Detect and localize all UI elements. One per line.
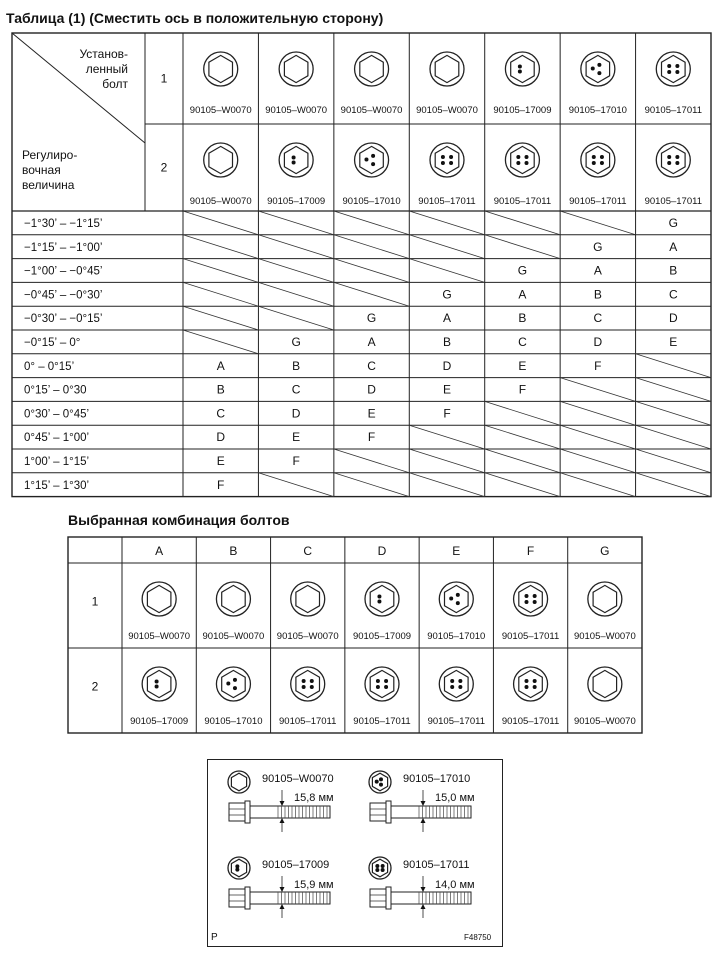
hex-head-icon	[593, 670, 617, 697]
bolt-shank-icon	[391, 892, 471, 904]
part-number: 90105–17009	[267, 196, 326, 207]
legend-id-17009: 90105–17009	[262, 859, 330, 871]
part-number: 90105–W0070	[202, 631, 265, 642]
marking-dot	[310, 685, 314, 689]
hex-head-icon	[222, 585, 246, 612]
combination-letter: E	[292, 430, 301, 445]
column-letter: G	[600, 544, 610, 558]
part-number: 90105–W0070	[573, 716, 636, 727]
bolt-top-icon	[369, 857, 391, 879]
marking-dot	[456, 593, 460, 597]
range-label: −0°15’ – 0°	[24, 337, 81, 349]
bolt-shank-icon	[250, 806, 330, 818]
marking-dot	[384, 685, 388, 689]
part-number: 90105–W0070	[189, 105, 252, 116]
marking-dot	[226, 681, 230, 685]
part-number: 90105–17009	[493, 105, 552, 116]
bolt-head-icon	[514, 582, 548, 616]
bolt-head-icon	[142, 582, 176, 616]
combination-letter: F	[292, 454, 300, 468]
combination-letter: E	[669, 335, 678, 349]
combination-letter: B	[442, 335, 452, 349]
hex-head-icon	[445, 670, 469, 697]
combination-letter: D	[367, 382, 376, 397]
bolt-head-side-icon	[370, 889, 386, 907]
combination-letter: D	[593, 335, 603, 349]
combination-letter: G	[517, 263, 528, 278]
column-letter: B	[229, 544, 238, 558]
combination-letter: A	[593, 263, 602, 278]
part-number: 90105–17011	[353, 716, 411, 727]
range-label: 0°15’ – 0°30	[24, 384, 87, 397]
combination-letter: G	[291, 335, 301, 349]
column-letter: E	[452, 544, 461, 558]
combination-letter: C	[518, 335, 527, 349]
legend-id-w0070: 90105–W0070	[262, 773, 334, 785]
marking-dot	[458, 685, 462, 689]
part-number: 90105–W0070	[340, 105, 403, 116]
hex-head-icon	[231, 773, 246, 791]
combination-letter: E	[367, 406, 376, 421]
part-number: 90105–17009	[352, 631, 412, 642]
marking-dot	[533, 600, 537, 604]
marking-dot	[379, 783, 383, 787]
installed-bolt-label: болт	[102, 77, 128, 91]
marking-dot	[233, 686, 237, 690]
bolt-head-side-icon	[229, 889, 245, 907]
marking-dot	[450, 679, 454, 683]
hex-head-icon	[296, 585, 320, 612]
bolt-head-side-icon	[229, 803, 245, 821]
combination-letter: G	[442, 287, 452, 302]
part-number: 90105–W0070	[276, 631, 339, 642]
bolt-flange-side-icon	[245, 801, 250, 823]
combination-letter: F	[367, 430, 376, 445]
marking-dot	[379, 777, 383, 781]
combination-letter: A	[669, 239, 678, 254]
combination-letter: D	[442, 358, 452, 373]
adjust-amount-label: вочная	[22, 163, 61, 177]
combination-letter: B	[593, 287, 602, 302]
row-number: 1	[91, 594, 99, 609]
marking-dot	[377, 600, 381, 604]
combination-letter: C	[291, 382, 301, 397]
marking-dot	[302, 679, 306, 683]
part-number: 90105–17011	[418, 196, 476, 207]
marking-dot	[375, 868, 379, 872]
hex-head-icon	[147, 670, 171, 697]
combination-letter: F	[443, 406, 451, 421]
bolt-legend-panel	[207, 759, 503, 947]
marking-dot	[310, 679, 314, 683]
marking-dot	[377, 594, 381, 598]
arrowhead-icon	[280, 904, 285, 909]
marking-dot	[233, 678, 237, 682]
combination-letter: D	[291, 406, 301, 421]
combination-letter: C	[668, 287, 678, 302]
bolt-shank-icon	[391, 806, 471, 818]
hex-head-icon	[296, 670, 320, 697]
combination-letter: A	[216, 358, 225, 373]
bolt-head-icon	[439, 667, 473, 701]
bolt-head-icon	[514, 667, 548, 701]
range-label: −1°30’ – −1°15’	[24, 218, 103, 230]
hex-head-icon	[147, 585, 171, 612]
hex-head-icon	[372, 859, 387, 877]
legend-dim-17009: 15,9 мм	[294, 879, 334, 891]
combination-letter: C	[593, 311, 603, 326]
combination-letter: A	[367, 335, 376, 349]
part-number: 90105–W0070	[265, 105, 328, 116]
combination-letter: E	[216, 454, 225, 468]
marking-dot	[381, 868, 385, 872]
combination-letter: D	[668, 311, 678, 326]
combination-letter: B	[518, 311, 527, 326]
combination-letter: F	[594, 358, 602, 373]
bolt-head-icon	[365, 582, 399, 616]
marking-dot	[376, 679, 380, 683]
combination-letter: G	[366, 311, 377, 326]
row-number: 2	[91, 679, 99, 694]
part-number: 90105–W0070	[573, 631, 636, 642]
figure-code: F48750	[464, 933, 492, 942]
part-number: 90105–17010	[342, 196, 401, 207]
bolt-flange-side-icon	[245, 887, 250, 909]
combination-letter: G	[593, 239, 603, 254]
marking-dot	[375, 864, 379, 868]
column-letter: F	[526, 544, 535, 558]
marking-dot	[533, 679, 537, 683]
adjust-amount-label: Регулиро-	[22, 148, 78, 162]
hex-head-icon	[593, 585, 617, 612]
combination-letter: E	[518, 358, 527, 373]
bolt-head-side-icon	[370, 803, 386, 821]
part-number: 90105–17010	[568, 105, 627, 116]
bolt-top-icon	[228, 857, 250, 879]
range-label: 0° – 0°15’	[24, 360, 75, 373]
marking-dot	[376, 685, 380, 689]
bolt-top-icon	[228, 771, 250, 793]
marking-dot	[533, 594, 537, 598]
legend-id-17010: 90105–17010	[403, 773, 471, 785]
part-number: 90105–17010	[427, 631, 486, 642]
part-number: 90105–17011	[569, 196, 627, 207]
bolt-head-icon	[216, 582, 250, 616]
marking-dot	[384, 679, 388, 683]
bolt-flange-side-icon	[386, 887, 391, 909]
legend-dim-17010: 15,0 мм	[435, 792, 475, 804]
part-number: 90105–17011	[644, 196, 702, 207]
arrowhead-icon	[421, 818, 426, 823]
range-label: 0°45’ – 1°00’	[24, 432, 90, 445]
marking-dot	[456, 601, 460, 605]
hex-head-icon	[519, 670, 543, 697]
range-label: 1°15’ – 1°30’	[24, 479, 90, 492]
range-label: −1°00’ – −0°45’	[24, 265, 103, 278]
marking-dot	[524, 685, 528, 689]
row-number-2: 2	[160, 160, 168, 175]
column-letter: A	[155, 544, 164, 558]
table1-title: Таблица (1) (Сместить ось в положительную сторону)	[6, 10, 384, 26]
marking-dot	[235, 868, 239, 872]
bolt-head-icon	[365, 667, 399, 701]
marking-dot	[155, 685, 159, 689]
marking-dot	[524, 594, 528, 598]
installed-bolt-label: ленный	[85, 62, 128, 76]
bolt-top-icon	[369, 771, 391, 793]
combination-letter: D	[216, 430, 226, 445]
marking-dot	[524, 679, 528, 683]
legend-dim-w0070: 15,8 мм	[294, 792, 334, 804]
range-label: −1°15’ – −1°00’	[24, 241, 103, 254]
bolt-flange-side-icon	[386, 801, 391, 823]
part-number: 90105–17011	[644, 105, 702, 116]
part-number: 90105–17011	[279, 716, 337, 727]
arrowhead-icon	[280, 887, 285, 892]
part-number: 90105–17011	[501, 716, 560, 727]
combination-letter: A	[442, 311, 452, 326]
combination-letter: B	[292, 358, 301, 373]
hex-head-icon	[222, 670, 246, 697]
part-number: 90105–17009	[130, 716, 189, 727]
arrowhead-icon	[280, 801, 285, 806]
marking-dot	[302, 685, 306, 689]
column-letter: D	[377, 544, 387, 558]
hex-head-icon	[231, 859, 246, 877]
row-number-1: 1	[160, 71, 168, 86]
bolt-head-icon	[216, 667, 250, 701]
marking-dot	[458, 679, 462, 683]
part-number: 90105–W0070	[416, 105, 478, 116]
legend-id-17011: 90105–17011	[403, 859, 470, 871]
arrowhead-icon	[280, 818, 285, 823]
bolt-head-icon	[588, 582, 622, 616]
marking-dot	[155, 679, 159, 683]
combination-letter: A	[518, 287, 527, 302]
part-number: 90105–17010	[204, 716, 263, 727]
marking-dot	[381, 864, 385, 868]
combination-letter: E	[442, 382, 452, 397]
bolt-head-icon	[439, 582, 473, 616]
bolt-drawings	[208, 760, 504, 948]
installed-bolt-label: Установ-	[79, 47, 128, 61]
legend-dim-17011: 14,0 мм	[435, 879, 475, 891]
combination-letter: C	[216, 406, 226, 421]
hex-head-icon	[445, 585, 469, 612]
bolt-head-icon	[588, 667, 622, 701]
range-label: 0°30’ – 0°45’	[24, 408, 90, 421]
combination-letter: B	[669, 263, 678, 278]
bolt-head-icon	[142, 667, 176, 701]
range-label: −0°45’ – −0°30’	[24, 289, 103, 302]
arrowhead-icon	[421, 801, 426, 806]
marking-dot	[375, 780, 379, 784]
range-label: 1°00’ – 1°15’	[24, 456, 90, 468]
combination-letter: C	[367, 358, 376, 373]
part-number: 90105–W0070	[189, 196, 252, 207]
arrowhead-icon	[421, 887, 426, 892]
combination-letter: F	[217, 477, 225, 492]
marking-dot	[450, 685, 454, 689]
range-label: −0°30’ – −0°15’	[24, 313, 103, 326]
marking-dot	[533, 685, 537, 689]
combination-letter: B	[216, 382, 225, 397]
corner-label: P	[211, 932, 218, 943]
combination-letter: F	[518, 382, 527, 397]
part-number: 90105–17011	[427, 716, 485, 727]
bolt-shank-icon	[250, 892, 330, 904]
part-number: 90105–17011	[501, 631, 560, 642]
arrowhead-icon	[421, 904, 426, 909]
hex-head-icon	[519, 585, 543, 612]
marking-dot	[449, 596, 453, 600]
hex-head-icon	[370, 670, 394, 697]
bolt-head-icon	[291, 667, 325, 701]
combination-letter: G	[668, 216, 678, 230]
hex-head-icon	[370, 585, 394, 612]
part-number: 90105–W0070	[128, 631, 191, 642]
bolt-head-icon	[291, 582, 325, 616]
marking-dot	[524, 600, 528, 604]
table2-title: Выбранная комбинация болтов	[68, 512, 290, 528]
part-number: 90105–17011	[493, 196, 552, 207]
adjust-amount-label: величина	[22, 178, 75, 192]
column-letter: C	[303, 544, 313, 558]
hex-head-icon	[372, 773, 387, 791]
